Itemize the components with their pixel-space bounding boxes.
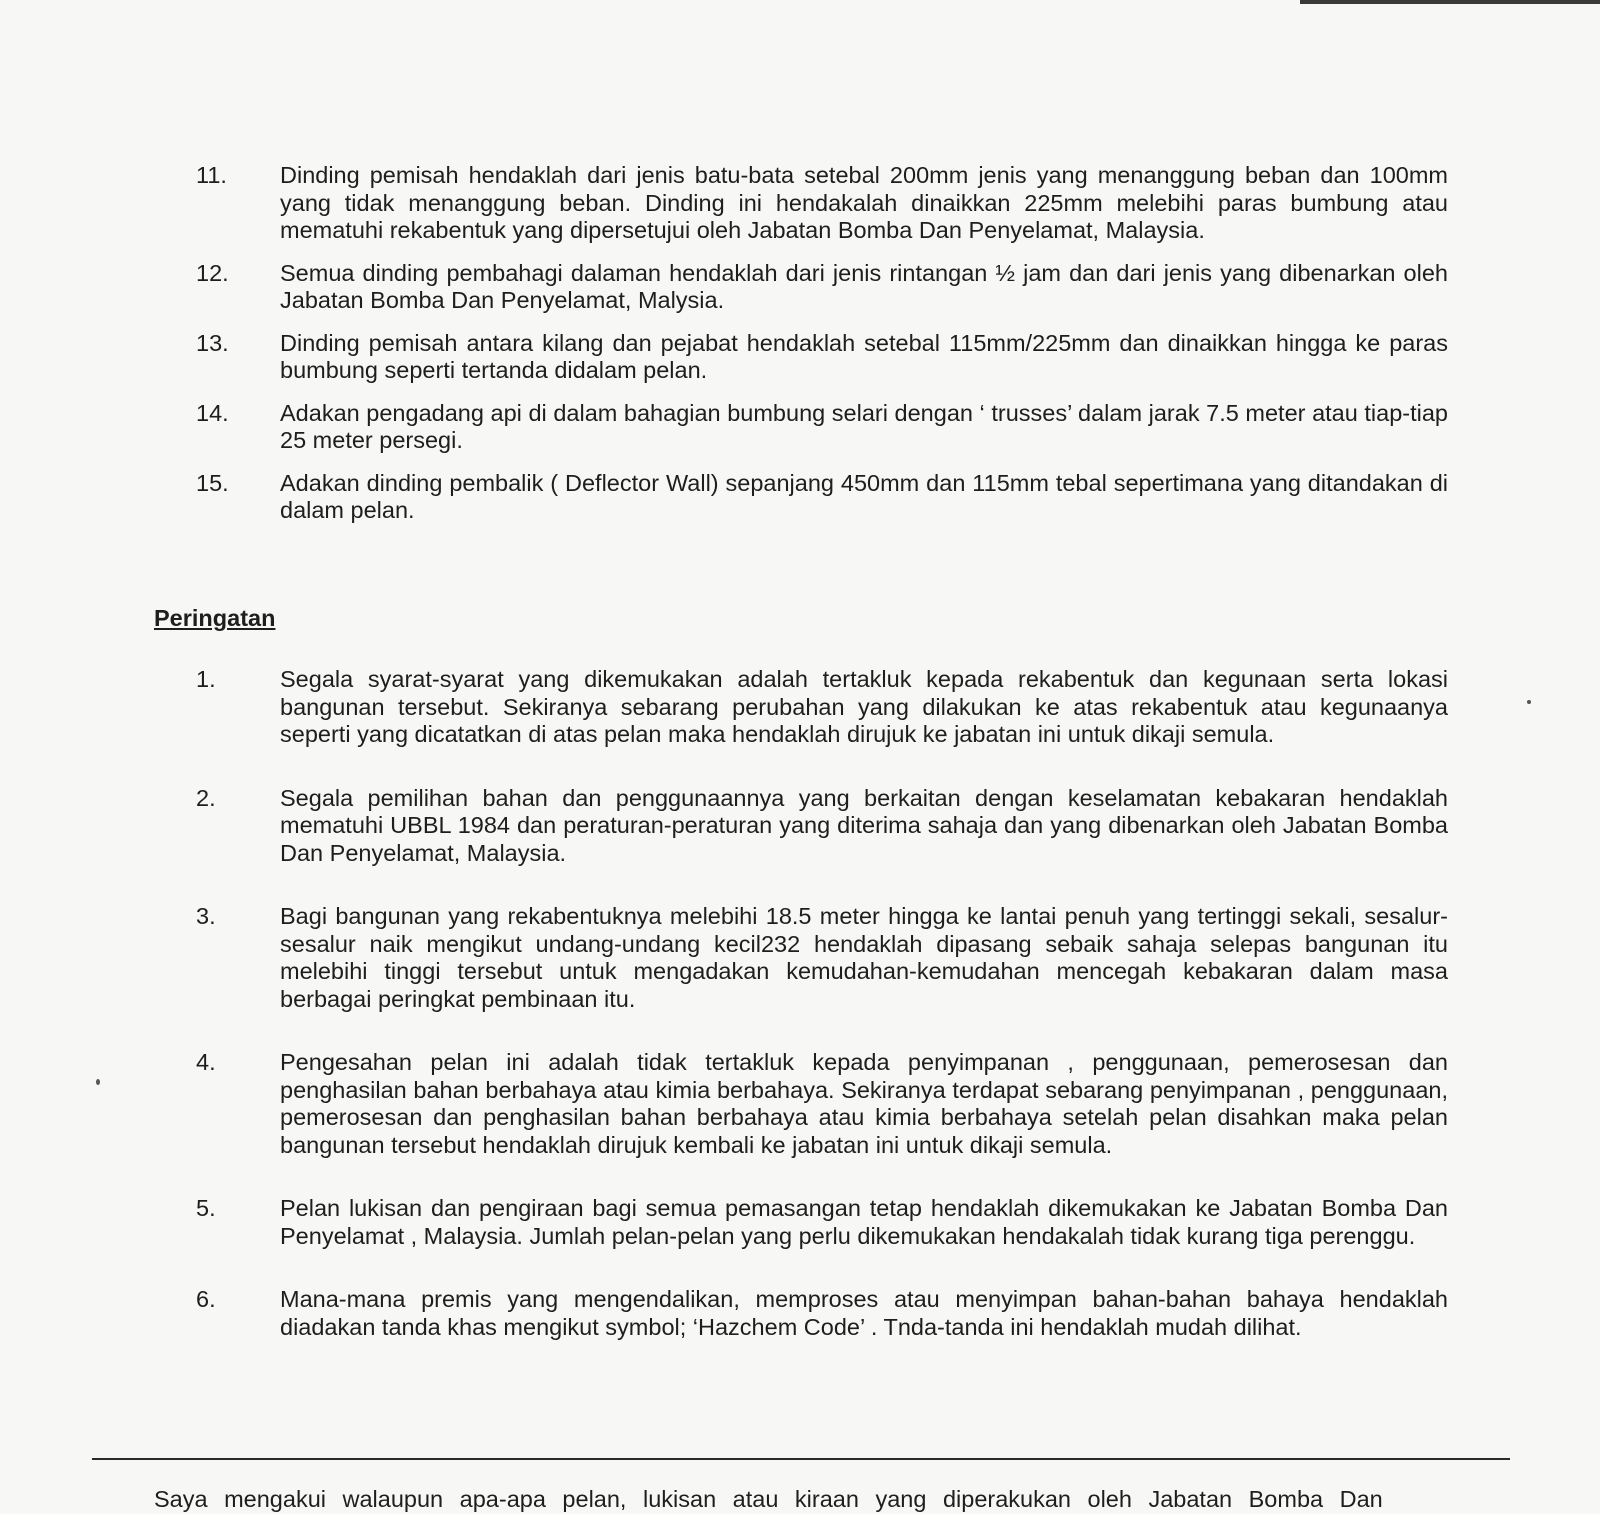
- reminders-list: [196, 666, 1448, 1377]
- item-number: 15.: [196, 469, 229, 496]
- horizontal-divider: [92, 1458, 1510, 1460]
- list-item: [196, 470, 1448, 525]
- acknowledgement-text: Saya mengakui walaupun apa-apa pelan, lukisan atau kiraan yang diperakukan oleh Jabatan Bomba Dan: [154, 1486, 1383, 1512]
- list-item: [196, 400, 1448, 455]
- item-number: 1.: [196, 666, 216, 692]
- item-number: 3.: [196, 903, 216, 929]
- conditions-list: [196, 162, 1448, 540]
- item-text: Mana-mana premis yang mengendalikan, memproses atau menyimpan bahan-bahan bahaya hendaklah diadakan tanda khas mengikut symbol; ‘Hazchem Code’ . Tnda-tanda ini hendaklah mudah dilihat.: [280, 1286, 1448, 1340]
- list-item: [196, 162, 1448, 245]
- item-text: Pengesahan pelan ini adalah tidak tertakluk kepada penyimpanan , penggunaan, pemerosesan dan penghasilan bahan berbahaya atau kimia berbahaya. Sekiranya terdapat sebarang penyimpanan , penggunaan, pemerosesan dan penghasilan bahan berbahaya atau kimia berbahaya setelah pelan disahkan maka pelan bangunan tersebut hendaklah dirujuk kembali ke jabatan ini untuk dikaji semula.: [280, 1049, 1448, 1158]
- list-item: [196, 260, 1448, 315]
- item-number: 4.: [196, 1049, 216, 1075]
- item-text: Segala syarat-syarat yang dikemukakan adalah tertakluk kepada rekabentuk dan kegunaan serta lokasi bangunan tersebut. Sekiranya sebarang perubahan yang dilakukan ke atas rekabentuk atau kegunaanya seperti yang dicatatkan di atas pelan maka hendaklah dirujuk ke jabatan ini untuk dikaji semula.: [280, 666, 1448, 747]
- item-text: Adakan pengadang api di dalam bahagian bumbung selari dengan ‘ trusses’ dalam jarak 7.5 meter atau tiap-tiap 25 meter persegi.: [280, 399, 1448, 453]
- item-number: 11.: [196, 162, 227, 188]
- list-item: [196, 1286, 1448, 1341]
- item-number: 5.: [196, 1195, 216, 1221]
- list-item: [196, 330, 1448, 385]
- scan-speck: [96, 1079, 100, 1085]
- list-item: [196, 1049, 1448, 1159]
- item-text: Semua dinding pembahagi dalaman hendaklah dari jenis rintangan ½ jam dan dari jenis yang dibenarkan oleh Jabatan Bomba Dan Penyelamat, Malysia.: [280, 259, 1448, 313]
- item-text: Dinding pemisah hendaklah dari jenis batu-bata setebal 200mm jenis yang menanggung beban dan 100mm yang tidak menanggung beban. Dinding ini hendakalah dinaikkan 225mm melebihi paras bumbung atau mematuhi rekabentuk yang dipersetujui oleh Jabatan Bomba Dan Penyelamat, Malaysia.: [280, 162, 1448, 243]
- item-number: 6.: [196, 1286, 216, 1312]
- scan-edge-shadow: [1300, 0, 1600, 4]
- item-number: 13.: [196, 329, 229, 356]
- reminder-heading: Peringatan: [154, 605, 276, 631]
- item-number: 2.: [196, 784, 216, 811]
- item-text: Segala pemilihan bahan dan penggunaannya yang berkaitan dengan keselamatan kebakaran hendaklah mematuhi UBBL 1984 dan peraturan-peraturan yang diterima sahaja dan yang dibenarkan oleh Jabatan Bomba Dan Penyelamat, Malaysia.: [280, 784, 1448, 866]
- item-number: 12.: [196, 259, 229, 286]
- list-item: [196, 785, 1448, 868]
- item-text: Pelan lukisan dan pengiraan bagi semua pemasangan tetap hendaklah dikemukakan ke Jabatan Bomba Dan Penyelamat , Malaysia. Jumlah pelan-pelan yang perlu dikemukakan hendakalah tidak kurang tiga perenggu.: [280, 1195, 1448, 1249]
- item-text: Bagi bangunan yang rekabentuknya melebihi 18.5 meter hingga ke lantai penuh yang tertinggi sekali, sesalur-sesalur naik mengikut undang-undang kecil232 hendaklah dipasang sebaik sahaja selepas bangunan itu melebihi tinggi tersebut untuk mengadakan kemudahan-kemudahan mencegah kebakaran dalam masa berbagai peringkat pembinaan itu.: [280, 903, 1448, 1012]
- item-number: 14.: [196, 399, 229, 426]
- list-item: [196, 666, 1448, 749]
- scan-speck: [1527, 700, 1531, 704]
- list-item: [196, 903, 1448, 1013]
- item-text: Dinding pemisah antara kilang dan pejabat hendaklah setebal 115mm/225mm dan dinaikkan hingga ke paras bumbung seperti tertanda didalam pelan.: [280, 329, 1448, 383]
- list-item: [196, 1195, 1448, 1250]
- item-text: Adakan dinding pembalik ( Deflector Wall) sepanjang 450mm dan 115mm tebal sepertimana yang ditandakan di dalam pelan.: [280, 469, 1448, 523]
